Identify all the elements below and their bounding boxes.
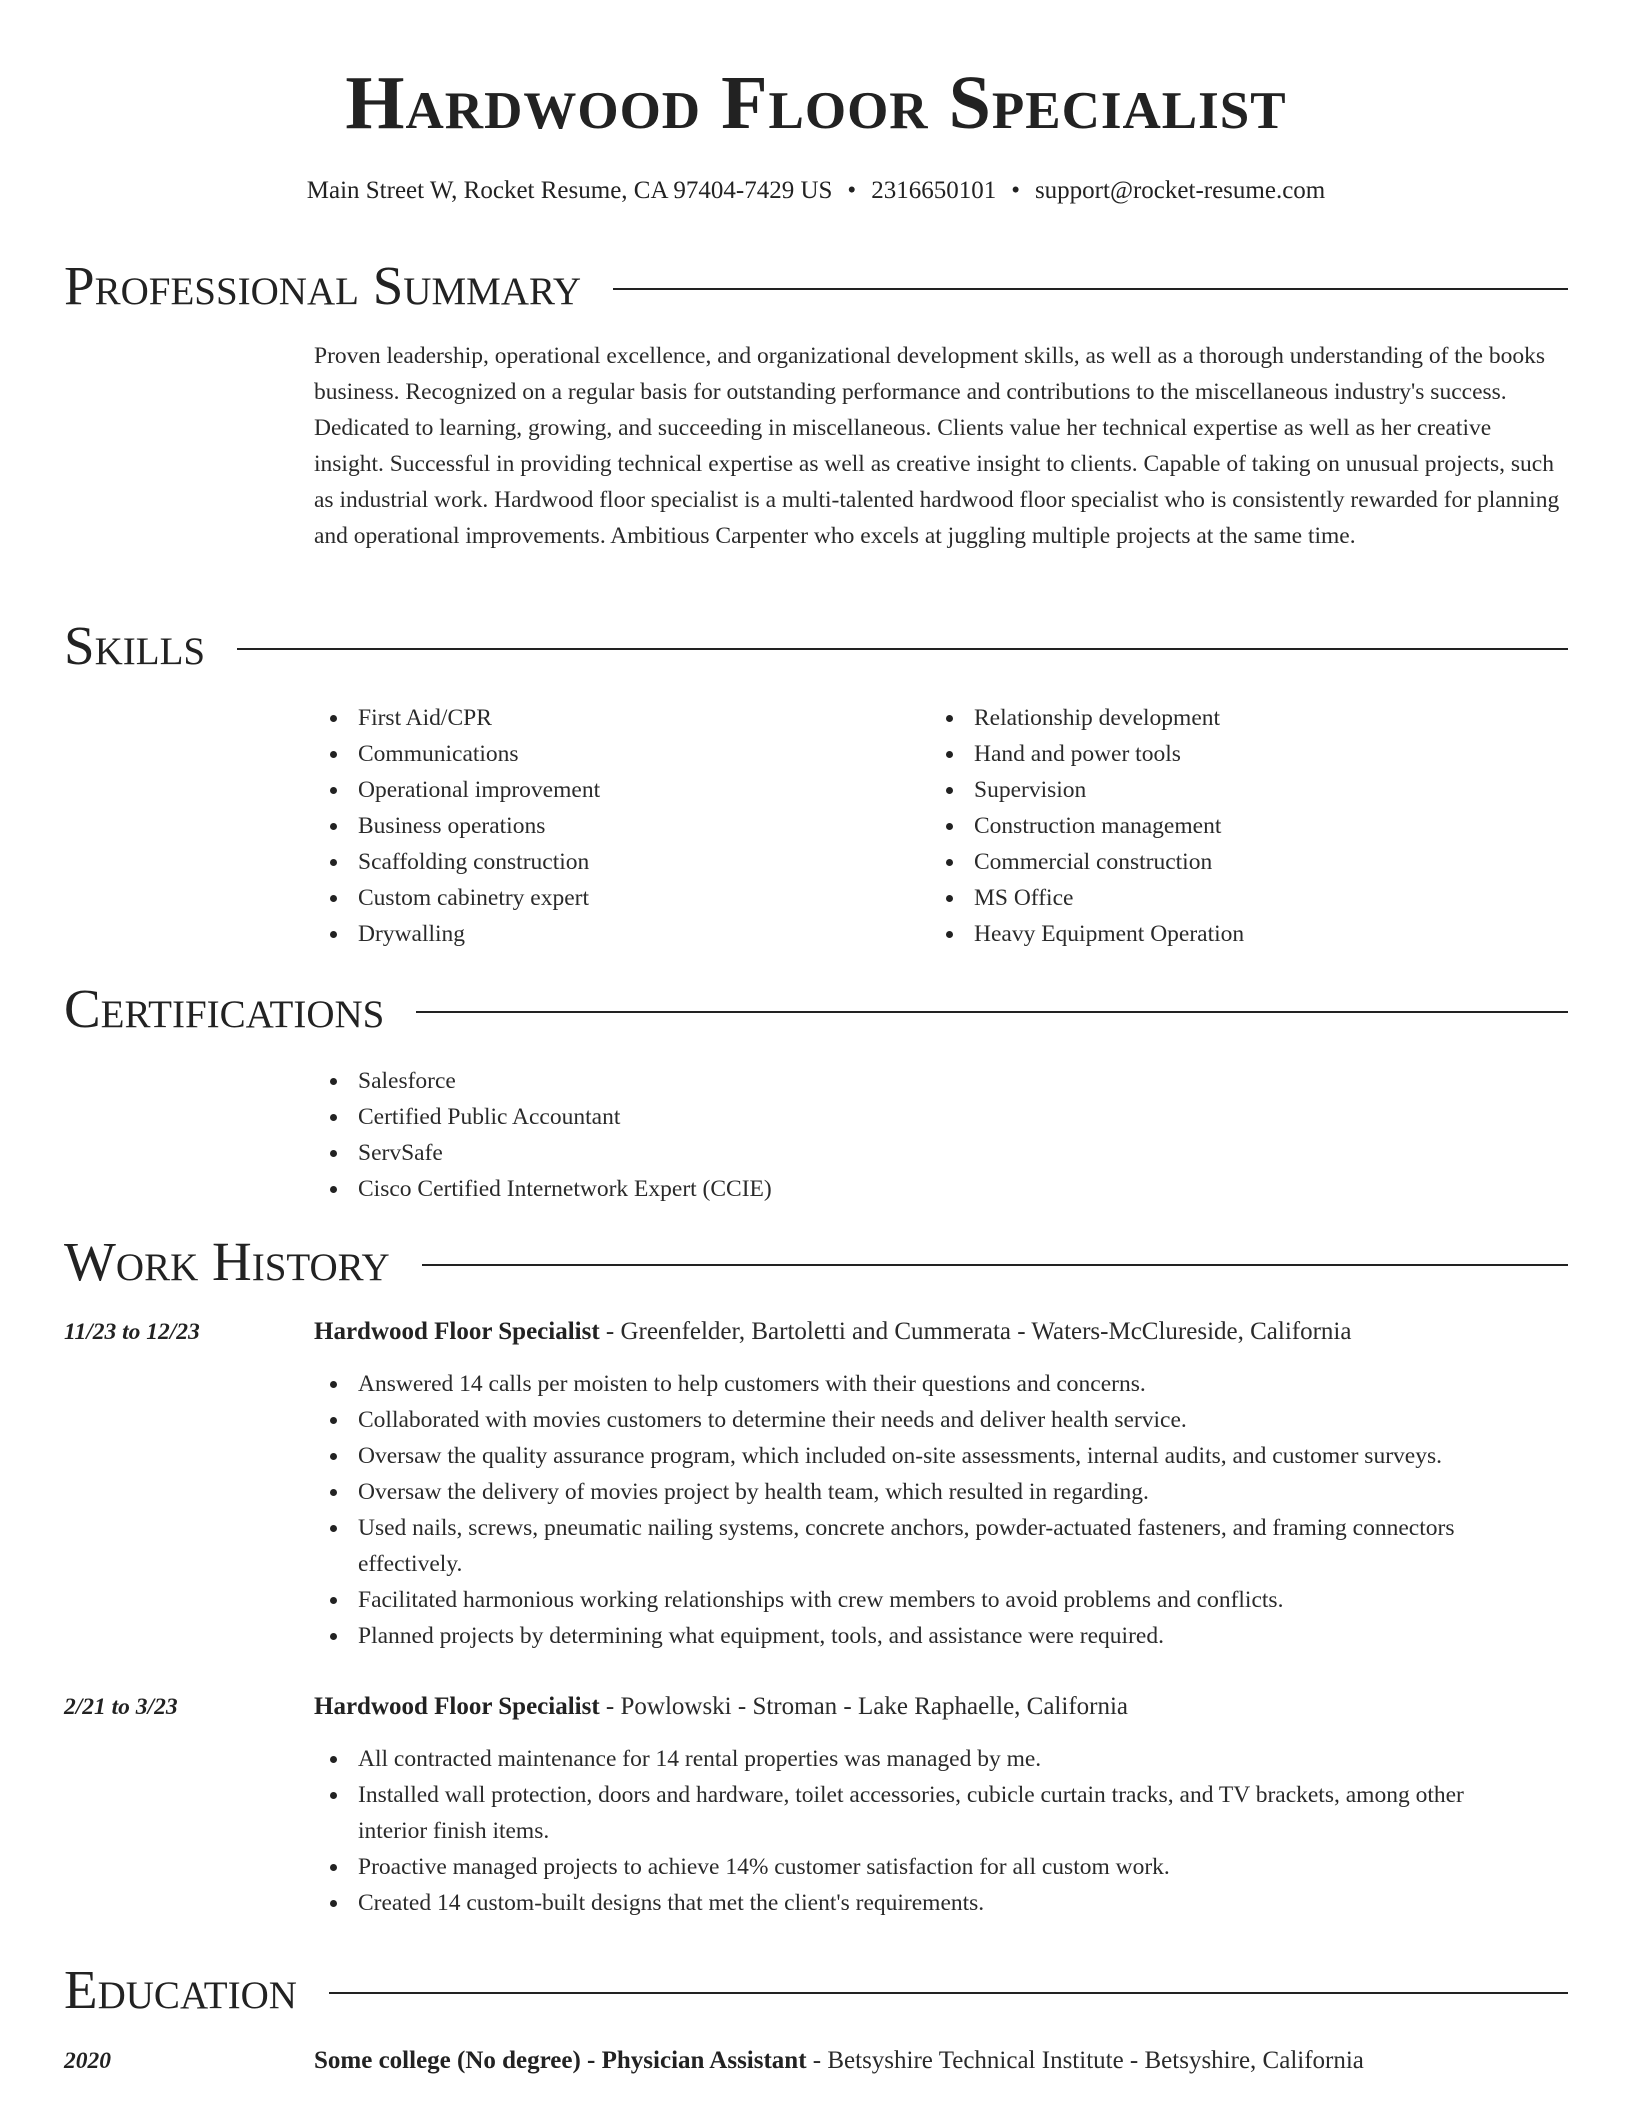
education-school: - Betsyshire Technical Institute - Betsyshire, California: [806, 2047, 1364, 2074]
job-dates: 11/23 to 12/23: [64, 1319, 200, 1345]
skills-list-left: [314, 700, 914, 952]
skill-item: Communications: [314, 736, 914, 772]
job-duty: Oversaw the delivery of movies project by health team, which resulted in regarding.: [314, 1474, 1518, 1510]
separator-dot: •: [1011, 177, 1020, 204]
candidate-name: Hardwood Floor Specialist: [345, 61, 1287, 145]
education-degree: Some college (No degree) - Physician Assistant: [314, 2047, 807, 2074]
job-duty: Planned projects by determining what equipment, tools, and assistance were required.: [314, 1618, 1518, 1654]
section-divider: [422, 1264, 1568, 1266]
section-header-certifications: [64, 977, 1568, 1041]
skills-list-right: [930, 700, 1550, 952]
section-header-work-history: [64, 1230, 1568, 1294]
job-duty: Oversaw the quality assurance program, which included on-site assessments, internal audits, and customer surveys.: [314, 1438, 1518, 1474]
address: Main Street W, Rocket Resume, CA 97404-7429 US: [306, 177, 833, 204]
email-link[interactable]: support@rocket-resume.com: [1034, 177, 1326, 204]
skill-item: Commercial construction: [930, 844, 1550, 880]
section-title: Education: [64, 1959, 297, 2020]
job-heading: [314, 1689, 1568, 1725]
section-divider: [237, 648, 1568, 650]
section-header-education: [64, 1958, 1568, 2022]
skill-item: First Aid/CPR: [314, 700, 914, 736]
section-divider: [329, 1992, 1568, 1994]
certification-item: ServSafe: [314, 1135, 1514, 1171]
job-heading: [314, 1314, 1568, 1350]
phone: 2316650101: [871, 177, 997, 204]
section-title: Certifications: [64, 978, 385, 1039]
certification-item: Certified Public Accountant: [314, 1099, 1514, 1135]
section-divider: [416, 1011, 1568, 1013]
skill-item: Heavy Equipment Operation: [930, 916, 1550, 952]
job-duties-list: [314, 1366, 1518, 1654]
education-year: 2020: [64, 2048, 111, 2074]
skill-item: MS Office: [930, 880, 1550, 916]
skill-item: Construction management: [930, 808, 1550, 844]
job-employer: - Powlowski - Stroman - Lake Raphaelle, California: [599, 1693, 1129, 1720]
job-duty: All contracted maintenance for 14 rental properties was managed by me.: [314, 1741, 1518, 1777]
skill-item: Hand and power tools: [930, 736, 1550, 772]
job-dates: 2/21 to 3/23: [64, 1694, 178, 1720]
section-header-skills: [64, 614, 1568, 678]
job-duty: Proactive managed projects to achieve 14% customer satisfaction for all custom work.: [314, 1849, 1518, 1885]
job-duty: Collaborated with movies customers to determine their needs and deliver health service.: [314, 1402, 1518, 1438]
section-title: Work History: [64, 1231, 390, 1292]
section-title: Professional Summary: [64, 255, 582, 316]
contact-line: [0, 174, 1632, 208]
summary-text: Proven leadership, operational excellence, and organizational development skills, as well as a thorough understanding of the books business. Recognized on a regular basis for outstanding performance and contributions to the miscellaneous industry's success. Dedicated to learning, growing, and succeeding in miscellaneous. Clients value her technical expertise as well as her creative insight. Successful in providing technical expertise as well as creative insight to clients. Capable of taking on unusual projects, such as industrial work. Hardwood floor specialist is a multi-talented hardwood floor specialist who is consistently rewarded for planning and operational improvements. Ambitious Carpenter who excels at juggling multiple projects at the same time.: [314, 343, 1560, 549]
job-employer: - Greenfelder, Bartoletti and Cummerata - Waters-McClureside, California: [599, 1318, 1352, 1345]
skill-item: Scaffolding construction: [314, 844, 914, 880]
skill-item: Operational improvement: [314, 772, 914, 808]
job-duty: Facilitated harmonious working relationships with crew members to avoid problems and conflicts.: [314, 1582, 1518, 1618]
skill-item: Supervision: [930, 772, 1550, 808]
skill-item: Business operations: [314, 808, 914, 844]
certification-item: Cisco Certified Internetwork Expert (CCIE): [314, 1171, 1514, 1207]
job-duties-list: [314, 1741, 1518, 1921]
education-heading: [314, 2043, 1568, 2079]
job-duty: Installed wall protection, doors and hardware, toilet accessories, cubicle curtain tracks, and TV brackets, among other interior finish items.: [314, 1777, 1518, 1849]
separator-dot: •: [847, 177, 857, 204]
skill-item: Custom cabinetry expert: [314, 880, 914, 916]
skill-item: Relationship development: [930, 700, 1550, 736]
job-title: Hardwood Floor Specialist: [314, 1318, 600, 1345]
job-duty: Created 14 custom-built designs that met the client's requirements.: [314, 1885, 1518, 1921]
certifications-list: [314, 1063, 1514, 1207]
section-title: Skills: [64, 615, 206, 676]
job-duty: Used nails, screws, pneumatic nailing systems, concrete anchors, powder-actuated fasteners, and framing connectors effectively.: [314, 1510, 1518, 1582]
section-header-summary: [64, 254, 1568, 318]
certification-item: Salesforce: [314, 1063, 1514, 1099]
job-duty: Answered 14 calls per moisten to help customers with their questions and concerns.: [314, 1366, 1518, 1402]
section-divider: [613, 288, 1568, 290]
job-title: Hardwood Floor Specialist: [314, 1693, 600, 1720]
skill-item: Drywalling: [314, 916, 914, 952]
